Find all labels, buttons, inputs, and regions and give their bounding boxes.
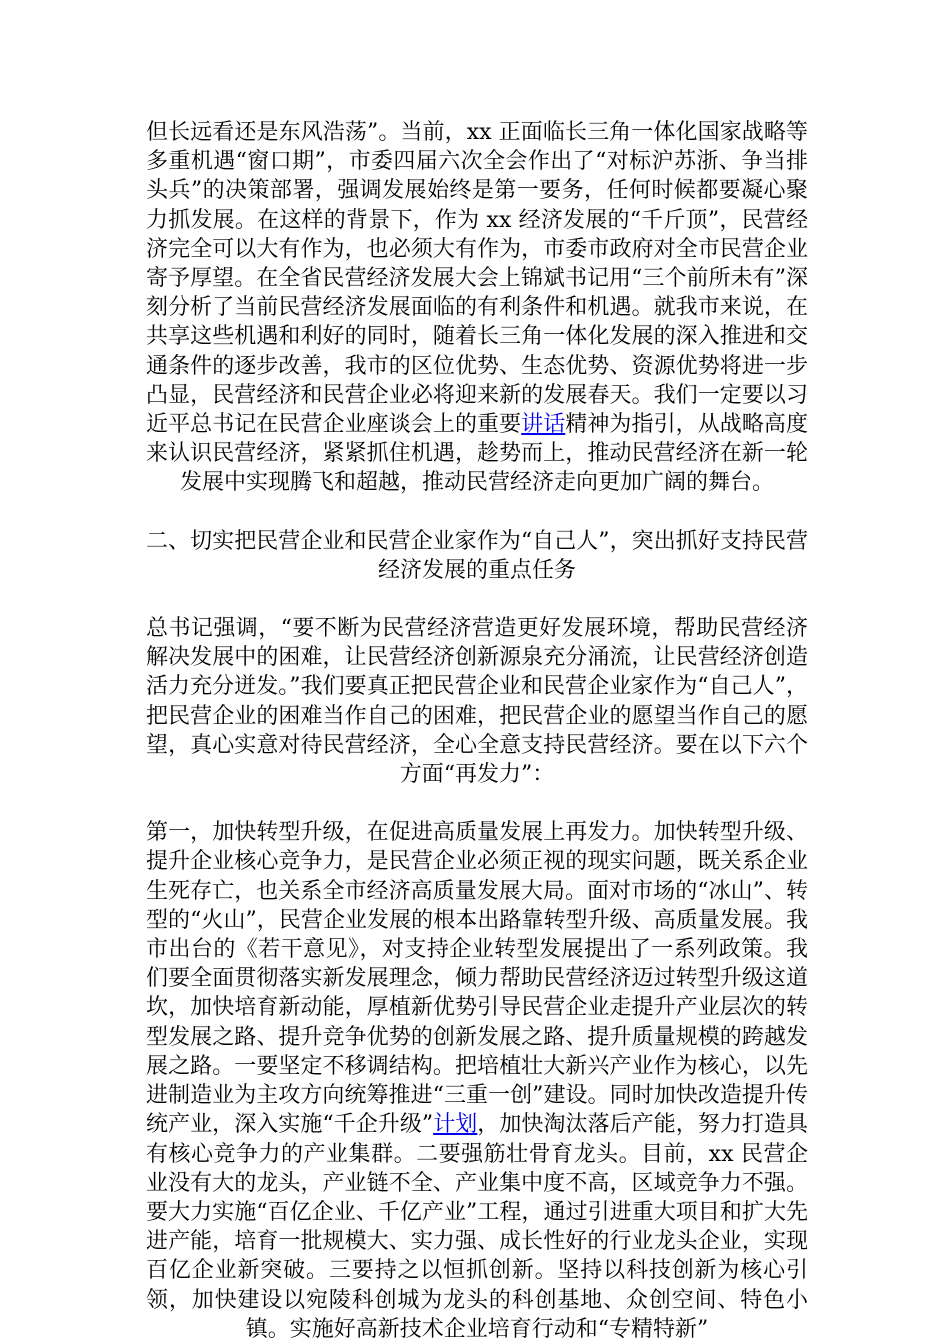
paragraph-transformation: [146, 818, 808, 1344]
paragraph-opportunities: [146, 118, 808, 498]
speech-link[interactable]: 讲话: [521, 412, 566, 438]
paragraph-text: 但长远看还是东风浩荡”。当前，xx 正面临长三角一体化国家战略等多重机遇“窗口期”，市委四届六次全会作出了“对标沪苏浙、争当排头兵”的决策部署，强调发展始终是第一要务，任何时候都要凝心聚力抓发展。在这样的背景下，作为 xx 经济发展的“千斤顶”，民营经济完全可以大有作为，也必须大有作为，市委市政府对全市民营企业寄予厚望。在全省民营经济发展大会上锦斌书记用“三个前所未有”深刻分析了当前民营经济发展面临的有利条件和机遇。就我市来说，在共享这些机遇和利好的同时，随着长三角一体化发展的深入推进和交通条件的逐步改善，我市的区位优势、生态优势、资源优势将进一步凸显，民营经济和民营企业必将迎来新的发展春天。我们一定要以习近平总书记在民营企业座谈会上的重要: [146, 120, 808, 438]
plan-link[interactable]: 计划: [433, 1112, 478, 1138]
document-page: [146, 118, 808, 1344]
paragraph-text: 精神为指引，从战略高度来认识民营经济，紧紧抓住机遇，趁势而上，推动民营经济在新一轮发展中实现腾飞和超越，推动民营经济走向更加广阔的舞台。: [146, 412, 808, 496]
paragraph-spacer: [146, 498, 808, 527]
paragraph-key-tasks: 总书记强调，“要不断为民营经济营造更好发展环境，帮助民营经济解决发展中的困难，让民营经济创新源泉充分涌流，让民营经济创造活力充分迸发。”我们要真正把民营企业和民营企业家作为“自己人”，把民营企业的困难当作自己的困难，把民营企业的愿望当作自己的愿望，真心实意对待民营经济，全心全意支持民营经济。要在以下六个方面“再发力”：: [146, 616, 808, 788]
paragraph-text: ，加快淘汰落后产能，努力打造具有核心竞争力的产业集群。二要强筋壮骨育龙头。目前，xx 民营企业没有大的龙头，产业链不全、产业集中度不高，区域竞争力不强。要大力实施“百亿企业、千亿产业”工程，通过引进重大项目和扩大先进产能，培育一批规模大、实力强、成长性好的行业龙头企业，实现百亿企业新突破。三要持之以恒抓创新。坚持以科技创新为核心引领，加快建设以宛陵科创城为龙头的科创基地、众创空间、特色小镇。实施好高新技术企业培育行动和“专精特新”: [146, 1112, 808, 1342]
paragraph-spacer: [146, 585, 808, 614]
paragraph-spacer: [146, 789, 808, 818]
paragraph-text: 第一，加快转型升级，在促进高质量发展上再发力。加快转型升级、提升企业核心竞争力，是民营企业必须正视的现实问题，既关系企业生死存亡，也关系全市经济高质量发展大局。面对市场的“冰山”、转型的“火山”，民营企业发展的根本出路靠转型升级、高质量发展。我市出台的《若干意见》，对支持企业转型发展提出了一系列政策。我们要全面贯彻落实新发展理念，倾力帮助民营经济迈过转型升级这道坎，加快培育新动能，厚植新优势引导民营企业走提升产业层次的转型发展之路、提升竞争优势的创新发展之路、提升质量规模的跨越发展之路。一要坚定不移调结构。把培植壮大新兴产业作为核心，以先进制造业为主攻方向统筹推进“三重一创”建设。同时加快改造提升传统产业，深入实施“千企升级”: [146, 820, 808, 1138]
section-heading: 二、切实把民营企业和民营企业家作为“自己人”，突出抓好支持民营经济发展的重点任务: [146, 528, 808, 583]
